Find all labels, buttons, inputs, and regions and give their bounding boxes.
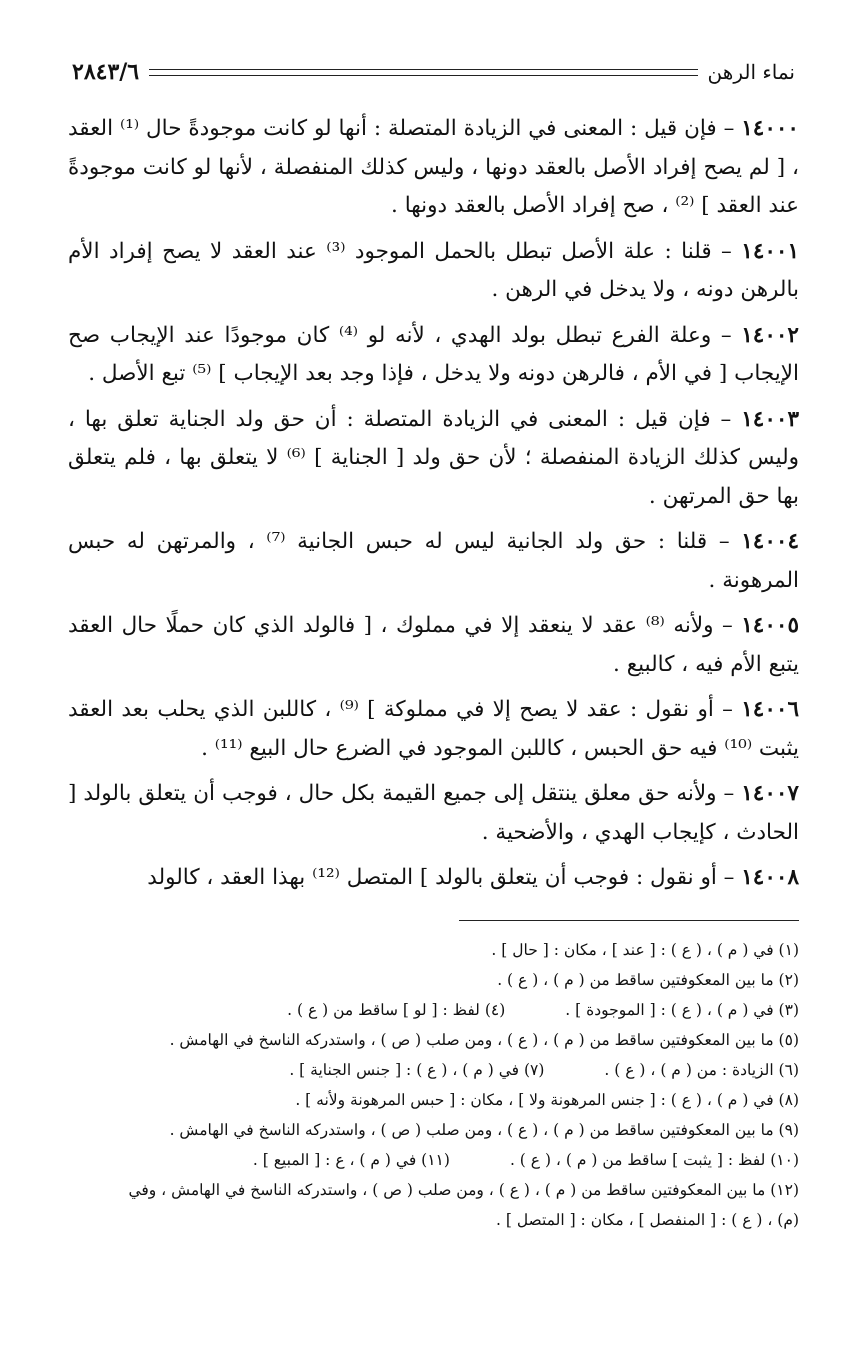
main-text — [68, 108, 799, 903]
paragraph-14007 — [68, 773, 799, 852]
footnote-1: (١) في ( م ) ، ( ع ) : [ عند ] ، مكان : [ حال ] . — [491, 941, 799, 959]
paragraph-text: – قلنا : حق ولد الجانية ليس له حبس الجانية ⁽⁷⁾ ، والمرتهن له حبس المرهونة . — [68, 529, 799, 593]
header-rule — [149, 69, 697, 76]
paragraph-text: – قلنا : علة الأصل تبطل بالحمل الموجود ⁽³⁾ عند العقد لا يصح إفراد الأم بالرهن دونه ، ولا يدخل في الرهن . — [68, 238, 799, 302]
footnote-4: (٤) لفظ : [ لو ] ساقط من ( ع ) . — [287, 1001, 506, 1019]
paragraph-text: – فإن قيل : المعنى في الزيادة المتصلة : أنها لو كانت موجودةً حال ⁽¹⁾ العقد ، [ لم يصح إفراد الأصل بالعقد دونها ، وليس كذلك المنفصلة ، لأنها لو كانت موجودةً عند العقد ] ⁽²⁾ ، صح إفراد الأصل بالعقد دونها . — [68, 116, 799, 218]
paragraph-number: ١٤٠٠٠ — [741, 116, 799, 141]
paragraph-number: ١٤٠٠٦ — [741, 697, 799, 722]
paragraph-14004 — [68, 521, 799, 600]
running-header — [72, 52, 795, 92]
footnote-row-6-7 — [68, 1055, 799, 1085]
footnote-11: (١١) في ( م ) ، ع : [ المبيع ] . — [252, 1151, 450, 1169]
paragraph-number: ١٤٠٠٨ — [741, 865, 799, 890]
footnote-6: (٦) الزيادة : من ( م ) ، ( ع ) . — [604, 1061, 799, 1079]
page-number: ٢٨٤٣/٦ — [72, 59, 140, 85]
header-title: نماء الرهن — [707, 60, 795, 84]
footnote-5: (٥) ما بين المعكوفتين ساقط من ( م ) ، ( ع ) ، ومن صلب ( ص ) ، واستدركه الناسخ في الهامش . — [169, 1031, 799, 1049]
paragraph-number: ١٤٠٠٤ — [741, 529, 799, 554]
paragraph-text: – ولأنه ⁽⁸⁾ عقد لا ينعقد إلا في مملوك ، [ فالولد الذي كان حملًا حال العقد يتبع الأم فيه ، كالبيع . — [68, 613, 799, 677]
footnote-8: (٨) في ( م ) ، ( ع ) : [ جنس المرهونة ولا ] ، مكان : [ حبس المرهونة ولأنه ] . — [295, 1091, 799, 1109]
paragraph-number: ١٤٠٠٥ — [741, 613, 799, 638]
paragraph-number: ١٤٠٠٢ — [741, 322, 799, 348]
footnote-7: (٧) في ( م ) ، ( ع ) : [ جنس الجناية ] . — [289, 1061, 545, 1079]
footnote-10: (١٠) لفظ : [ يثبت ] ساقط من ( م ) ، ( ع ) . — [509, 1151, 799, 1169]
footnote-9: (٩) ما بين المعكوفتين ساقط من ( م ) ، ( ع ) ، ومن صلب ( ص ) ، واستدركه الناسخ في الهامش . — [169, 1121, 799, 1139]
footnote-row-10-11 — [68, 1145, 799, 1175]
paragraph-14006 — [68, 689, 799, 768]
paragraph-text: – فإن قيل : المعنى في الزيادة المتصلة : أن حق ولد الجناية تعلق بها ، وليس كذلك الزيادة المنفصلة ؛ لأن حق ولد [ الجناية ] ⁽⁶⁾ لا يتعلق بها ، فلم يتعلق بها حق المرتهن . — [68, 406, 800, 509]
paragraph-14003 — [68, 399, 799, 517]
paragraph-text: – أو نقول : عقد لا يصح إلا في مملوكة ] ⁽⁹⁾ ، كاللبن الذي يحلب بعد العقد يثبت ⁽¹⁰⁾ فيه حق الحبس ، كاللبن الموجود في الضرع حال البيع ⁽¹¹⁾ . — [68, 697, 799, 761]
paragraph-text: – أو نقول : فوجب أن يتعلق بالولد ] المتصل ⁽¹²⁾ بهذا العقد ، كالولد — [147, 865, 735, 890]
paragraph-14008 — [68, 857, 799, 898]
paragraph-14002 — [68, 315, 799, 394]
footnote-12: (١٢) ما بين المعكوفتين ساقط من ( م ) ، ( ع ) ، ومن صلب ( ص ) ، واستدركه الناسخ في الهامش ، وفي — [128, 1181, 799, 1199]
paragraph-14005 — [68, 605, 799, 684]
footnote-separator — [459, 920, 799, 921]
paragraph-14000 — [68, 108, 799, 226]
paragraph-text: – ولأنه حق معلق ينتقل إلى جميع القيمة بكل حال ، فوجب أن يتعلق بالولد [ الحادث ، كإيجاب الهدي ، والأضحية . — [68, 781, 799, 845]
paragraph-text: – وعلة الفرع تبطل بولد الهدي ، لأنه لو ⁽⁴⁾ كان موجودًا عند الإيجاب صح الإيجاب [ في الأم ، فالرهن دونه ولا يدخل ، فإذا وجد بعد الإيجاب ] ⁽⁵⁾ تبع الأصل . — [68, 322, 799, 386]
footnote-2: (٢) ما بين المعكوفتين ساقط من ( م ) ، ( ع ) . — [497, 971, 799, 989]
paragraph-14001 — [68, 231, 799, 310]
paragraph-number: ١٤٠٠٣ — [741, 406, 799, 432]
footnote-row-3-4 — [68, 995, 799, 1025]
footnote-3: (٣) في ( م ) ، ( ع ) : [ الموجودة ] . — [565, 1001, 799, 1019]
paragraph-number: ١٤٠٠١ — [741, 238, 800, 264]
footnote-12-continued: (م) ، ( ع ) : [ المنفصل ] ، مكان : [ المتصل ] . — [495, 1211, 799, 1229]
footnotes — [68, 935, 799, 1235]
paragraph-number: ١٤٠٠٧ — [741, 781, 799, 806]
